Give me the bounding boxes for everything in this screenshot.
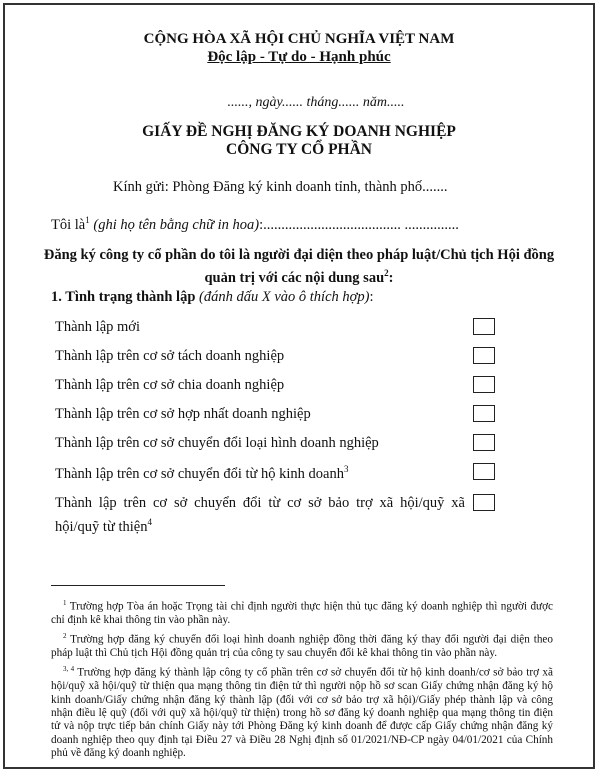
section-1-title: 1. Tình trạng thành lập [51, 289, 196, 305]
option-division-checkbox[interactable] [473, 376, 495, 393]
form-title-line2: CÔNG TY CỔ PHẦN [226, 141, 372, 158]
option-label: Thành lập trên cơ sở chia doanh nghiệp [55, 377, 285, 393]
footnote-ref-2: 2 [384, 268, 389, 278]
option-consolidation-checkbox[interactable] [473, 405, 495, 422]
declarant-instruction: (ghi họ tên bằng chữ in hoa) [93, 216, 260, 233]
footnote-1 [51, 597, 553, 628]
footnote-mark: 3, 4 [63, 665, 75, 673]
option-new-checkbox[interactable] [473, 318, 495, 335]
footnote-mark: 2 [63, 632, 67, 640]
date-line: ......, ngày...... tháng...... năm..... [227, 95, 405, 110]
form-page [3, 3, 595, 769]
option-household-business-checkbox[interactable] [473, 463, 495, 480]
option-label: Thành lập trên cơ sở chuyển đổi từ hộ kinh doanh [55, 465, 344, 482]
option-type-conversion [55, 435, 455, 452]
declarant-line [51, 215, 459, 234]
motto [5, 49, 593, 66]
option-label: Thành lập trên cơ sở hợp nhất doanh nghiệp [55, 406, 311, 422]
option-new [55, 319, 455, 336]
motto-text: Độc lập - Tự do - Hạnh phúc [207, 49, 391, 65]
option-consolidation [55, 406, 455, 423]
intro-colon: : [388, 269, 394, 286]
footnote-ref-4: 4 [147, 517, 152, 527]
section-1-colon: : [369, 289, 374, 305]
option-division [55, 377, 455, 394]
option-type-conversion-checkbox[interactable] [473, 434, 495, 451]
form-title-line1: GIẤY ĐỀ NGHỊ ĐĂNG KÝ DOANH NGHIỆP [142, 123, 456, 140]
nation-title: CỘNG HÒA XÃ HỘI CHỦ NGHĨA VIỆT NAM [143, 31, 455, 47]
footnote-text: Trường hợp đăng ký chuyển đổi loại hình doanh nghiệp đồng thời đăng ký thay đổi người đại diện theo pháp luật thì Chủ tịch Hội đồng quản trị của công ty sau chuyển đổi kê khai thông tin vào phần này. [51, 633, 553, 660]
footnote-divider [51, 585, 225, 586]
footnote-text: Trường hợp đăng ký thành lập công ty cổ phần trên cơ sở chuyển đổi từ hộ kinh doanh/cơ sở bảo trợ xã hội/quỹ xã hội/quỹ từ thiện qua mạng thông tin điện tử thì người nộp hồ sơ scan Giấy chứng nhận đăng ký hộ kinh doanh/Giấy chứng nhận đăng ký thành lập (đối với cơ sở bảo trợ xã hội)/Giấy phép thành lập và công nhận điều lệ quỹ (đối với quỹ xã hội/quỹ từ thiện) trong hồ sơ đăng ký doanh nghiệp qua mạng thông tin điện tử và nộp trực tiếp bản chính Giấy này tới Phòng Đăng ký kinh doanh để được cấp Giấy chứng nhận đăng ký doanh nghiệp theo quy định tại Điều 27 và Điều 28 Nghị định số 01/2021/NĐ-CP ngày 04/01/2021 của Chính phủ về đăng ký doanh nghiệp. [51, 666, 553, 760]
declarant-prefix: Tôi là [51, 216, 86, 233]
option-label: Thành lập trên cơ sở chuyển đổi loại hình doanh nghiệp [55, 435, 379, 451]
footnote-text: Trường hợp Tòa án hoặc Trọng tài chỉ định người thực hiện thủ tục đăng ký doanh nghiệp thì người được chỉ định kê khai thông tin vào phần này. [51, 600, 553, 627]
intro-heading [35, 246, 563, 287]
section-1-heading [51, 289, 373, 306]
option-social-fund-checkbox[interactable] [473, 494, 495, 511]
intro-text: Đăng ký công ty cổ phần do tôi là người đại diện theo pháp luật/Chủ tịch Hội đồng quản trị với các nội dung sau [43, 247, 555, 286]
option-split [55, 348, 455, 365]
section-1-note: (đánh dấu X vào ô thích hợp) [199, 289, 370, 305]
declarant-field[interactable]: :...................................... ............... [259, 216, 459, 233]
option-label: Thành lập trên cơ sở tách doanh nghiệp [55, 348, 285, 364]
option-household-business [55, 464, 455, 483]
footnote-2 [51, 630, 553, 661]
footnote-3-4 [51, 663, 553, 761]
footnote-ref-1: 1 [85, 215, 90, 225]
option-label: Thành lập mới [55, 319, 140, 335]
footnote-mark: 1 [63, 599, 67, 607]
recipient-line: Kính gửi: Phòng Đăng ký kinh doanh tỉnh, thành phố....... [113, 179, 448, 195]
option-label: Thành lập trên cơ sở chuyển đổi từ cơ sở bảo trợ xã hội/quỹ xã hội/quỹ từ thiện [55, 495, 465, 535]
footnote-ref-3: 3 [343, 464, 349, 474]
option-split-checkbox[interactable] [473, 347, 495, 364]
option-social-fund [55, 494, 465, 537]
